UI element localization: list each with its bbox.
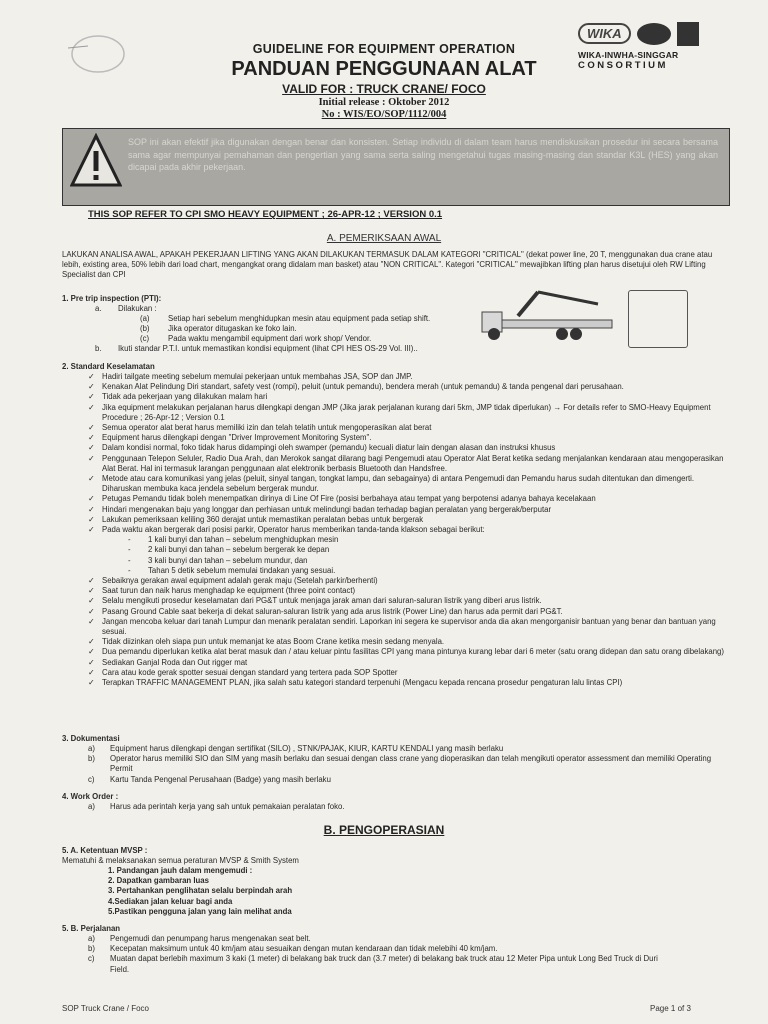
checkmark-icon: ✓: [88, 453, 95, 463]
checklist-item: [88, 382, 728, 392]
checkmark-icon: ✓: [88, 494, 95, 504]
sop-reference: THIS SOP REFER TO CPI SMO HEAVY EQUIPMENT ; 26-APR-12 ; VERSION 0.1: [88, 209, 443, 220]
list-item: (b) Jika operator ditugaskan ke foko lain.: [140, 324, 297, 334]
checklist-item: [88, 433, 728, 443]
checkmark-icon: ✓: [88, 667, 95, 677]
list-item-text: Pada waktu akan bergerak dari posisi parkir, Operator harus memberikan tanda-tanda klakson sebagai berikut:: [102, 525, 485, 535]
list-item-text: Petugas Pemandu tidak boleh menempatkan dirinya di Line Of Fire (posisi berbahaya atau tempat yang berpotensi adanya bahaya kecelakaan: [102, 494, 596, 504]
list-item-text: Tidak diizinkan oleh siapa pun untuk memanjat ke atas Boom Crane ketika mesin sedang menyala.: [102, 637, 445, 647]
section-b-title: B. PENGOPERASIAN: [323, 823, 445, 837]
jalan-title: 5. B. Perjalanan: [62, 924, 121, 933]
dash-icon: -: [128, 555, 131, 565]
checkmark-icon: ✓: [88, 586, 95, 596]
list-item: c) Muatan dapat berlebih maximum 3 kaki (1 meter) di belakang bak truck dan (3.7 meter) di belakang bak truck atau 12 Meter Pipa untuk Long Bed Truck di Duri Field.: [88, 954, 658, 974]
checkmark-icon: ✓: [88, 647, 95, 657]
list-item-text: 3 kali bunyi dan tahan – sebelum mundur, dan: [148, 555, 308, 565]
horn-signal-item: [88, 535, 728, 545]
checkmark-icon: ✓: [88, 423, 95, 433]
list-item: (a) Setiap hari sebelum menghidupkan mesin atau equipment pada setiap shift.: [140, 314, 431, 323]
list-item-text: Dalam kondisi normal, foko tidak harus didampingi oleh swamper (pemandu) kecuali diatur lain dengan alasan dan instruksi khusus: [102, 443, 556, 453]
checklist-item: [88, 596, 728, 606]
mvsp-list: [108, 866, 292, 917]
list-item-text: Tahan 5 detik sebelum memulai tindakan yang sesuai.: [148, 565, 336, 575]
checkmark-icon: ✓: [88, 596, 95, 606]
doc-valid-for: VALID FOR : TRUCK CRANE/ FOCO: [282, 82, 486, 96]
pti-a-text: Dilakukan :: [118, 304, 157, 313]
capacity-sticker-image: [628, 290, 688, 348]
doc-number: No : WIS/EO/SOP/1112/004: [321, 109, 447, 120]
list-item: 3. Pertahankan penglihatan selalu berpindah arah: [108, 886, 293, 896]
doc-initial-release: Initial release : Oktober 2012: [318, 97, 450, 108]
checklist-item: [88, 617, 728, 637]
std-list: [88, 372, 728, 688]
truck-crane-image: [478, 286, 618, 346]
mvsp-title: 5. A. Ketentuan MVSP :: [62, 846, 148, 855]
checkmark-icon: ✓: [88, 678, 95, 688]
horn-signal-item: [88, 566, 728, 576]
list-item-text: Jangan mencoba keluar dari tanah Lumpur dan menarik peralatan sendiri. Laporkan ini segera ke supervisor anda dia akan mengorganisir bantuan yang benar dan bantuan yang sesuai.: [102, 616, 716, 637]
list-item-text: Lakukan pemeriksaan keliling 360 derajat untuk memastikan peralatan bebas untuk bergerak: [102, 514, 424, 524]
list-item-text: Penggunaan Telepon Seluler, Radio Dua Arah, dan Merokok sangat dilarang bagi Pengemudi atau Operator Alat Berat ketika sedang menjalankan kendaraan atau mengoperasikan Alat Berat. Hal ini termasuk larangan penggunaan alat elektronik berbasis Bluetooth dan Handsfree.: [102, 453, 724, 473]
pti-a-label: a.: [95, 304, 102, 313]
checkmark-icon: ✓: [88, 514, 95, 524]
checklist-item: [88, 505, 728, 515]
checklist-item: [88, 403, 728, 423]
dash-icon: -: [128, 565, 131, 575]
list-item: a) Pengemudi dan penumpang harus mengenakan seat belt.: [88, 934, 311, 943]
pti-title: 1. Pre trip inspection (PTI):: [62, 294, 162, 303]
list-item-text: Metode atau cara komunikasi yang jelas (peluit, sinyal tangan, tongkat lampu, dan sebagainya) di antara Pengemudi dan Pemandu harus sudah ditentukan dan dimengerti. Diharuskan membuka kaca jendela sebelum bergerak mundur.: [102, 474, 695, 494]
list-item-text: Semua operator alat berat harus memiliki izin dan telah telatih untuk mengoperasikan alat berat: [102, 423, 432, 433]
list-item-text: Dua pemandu diperlukan ketika alat berat masuk dan / atau keluar pintu fasilitas CPI yang mana pintunya kurang lebar dari 6 meter (satu orang didepan dan satu orang dibelakang): [102, 647, 724, 657]
checklist-item: [88, 586, 728, 596]
checklist-item: [88, 647, 728, 657]
pti-b-label: b.: [95, 344, 102, 353]
list-item-text: 2 kali bunyi dan tahan – sebelum bergerak ke depan: [148, 545, 330, 555]
list-item-text: Sebaiknya gerakan awal equipment adalah gerak maju (Setelah parkir/berhenti): [102, 576, 378, 586]
checklist-item: [88, 576, 728, 586]
list-item-text: Jika equipment melakukan perjalanan harus dilengkapi dengan JMP (Jika jarak perjalanan kurang dari 5km, JMP tidak diperlukan) → For details refer to SMO-Heavy Equipment Procedure ; 26-Apr-12 ; Version 0.1: [102, 402, 711, 422]
warning-text: SOP ini akan efektif jika digunakan dengan benar dan konsisten. Setiap individu di dalam team harus mendiskusikan prosedur ini secara bersama sama agar mempunyai pemahaman dan pengertian yang sama serta saling mengetahui tugas masing-masing dan standar K3L (HES) yang akan dicapai pada akhir pekerjaan.: [128, 137, 718, 172]
checklist-item: [88, 443, 728, 453]
checklist-item: [88, 372, 728, 382]
checkmark-icon: ✓: [88, 576, 95, 586]
consortium-label: CONSORTIUM: [578, 60, 668, 71]
checklist-item: [88, 423, 728, 433]
list-item: a) Equipment harus dilengkapi dengan sertifikat (SILO) , STNK/PAJAK, KIUR, KARTU KENDALI yang masih berlaku: [88, 744, 504, 753]
std-title: 2. Standard Keselamatan: [62, 362, 155, 371]
checkmark-icon: ✓: [88, 657, 95, 667]
list-item-text: Equipment harus dilengkapi dengan "Driver Improvement Monitoring System".: [102, 433, 372, 443]
checklist-item: [88, 515, 728, 525]
list-item-text: Hindari mengenakan baju yang longgar dan perhiasan untuk melindungi badan terhadap bagian peralatan yang bergerak/berputar: [102, 504, 552, 514]
intro-paragraph: LAKUKAN ANALISA AWAL, APAKAH PEKERJAAN LIFTING YANG AKAN DILAKUKAN TERMASUK DALAM KATEGORI "CRITICAL" (dekat power line, 20 T, menggunakan dua crane atau lebih, existing area, 50% lebih dari load chart, mengangkat orang didalam man basket) atau "NON CRITICAL". Kategori "CRITICAL" mewajibkan lifting plan harus disetujui oleh RW Lifting Specialist dan CPI: [62, 250, 713, 280]
checklist-item: [88, 454, 728, 474]
checkmark-icon: ✓: [88, 525, 95, 535]
dash-icon: -: [128, 535, 131, 545]
horn-signal-item: [88, 545, 728, 555]
pti-a-list: [140, 314, 480, 345]
section-a-title: A. PEMERIKSAAN AWAL: [326, 233, 442, 244]
checkmark-icon: ✓: [88, 382, 95, 392]
list-item: b) Operator harus memiliki SIO dan SIM yang masih berlaku dan sesuai dengan class crane yang dioperasikan dan telah mengikuti operator assessment dan memiliki Operating Permit: [88, 754, 712, 774]
checklist-item: [88, 525, 728, 535]
checkmark-icon: ✓: [88, 474, 95, 484]
list-item-text: Terapkan TRAFFIC MANAGEMENT PLAN, jika salah satu kategori standard terpenuhi (Mengacu kepada rencana prosedur pengaturan lalu lintas CPI): [102, 678, 623, 688]
list-item-text: Kenakan Alat Pelindung Diri standart, safety vest (rompi), peluit (untuk pemandu), bendera merah (untuk pemandu) & tanda pengenal dari perusahaan.: [102, 382, 624, 392]
consortium-name: WIKA-INWHA-SINGGAR: [578, 50, 679, 60]
wika-logo: WIKA: [578, 23, 631, 44]
list-item-text: 1 kali bunyi dan tahan – sebelum menghidupkan mesin: [148, 535, 339, 545]
list-item: 2. Dapatkan gambaran luas: [108, 876, 209, 886]
doc-header-guideline: GUIDELINE FOR EQUIPMENT OPERATION: [252, 42, 516, 56]
list-item: 4.Sediakan jalan keluar bagi anda: [108, 896, 233, 906]
list-item-text: Sediakan Ganjal Roda dan Out rigger mat: [102, 657, 248, 667]
checkmark-icon: ✓: [88, 606, 95, 616]
checklist-item: [88, 392, 728, 402]
list-item-text: Tidak ada pekerjaan yang dilakukan malam hari: [102, 392, 268, 402]
checkmark-icon: ✓: [88, 637, 95, 647]
checkmark-icon: ✓: [88, 392, 95, 402]
doc-title: PANDUAN PENGGUNAAN ALAT: [231, 58, 537, 80]
checkmark-icon: ✓: [88, 443, 95, 453]
singgar-logo: [677, 22, 699, 46]
checkmark-icon: ✓: [88, 504, 95, 514]
list-item: b) Kecepatan maksimum untuk 40 km/jam atau sesuaikan dengan mutan kendaraan dan tidak melebihi 40 km/jam.: [88, 944, 498, 954]
checkmark-icon: ✓: [88, 616, 95, 626]
consortium-logo: [578, 22, 738, 71]
list-item: 1. Pandangan jauh dalam mengemudi :: [108, 866, 253, 875]
checklist-item: [88, 678, 728, 688]
dok-title: 3. Dokumentasi: [62, 734, 120, 743]
footer-left: SOP Truck Crane / Foco: [62, 1004, 149, 1013]
warning-icon: [70, 133, 122, 189]
list-item-text: Hadiri tailgate meeting sebelum memulai pekerjaan untuk membahas JSA, SOP dan JMP.: [102, 372, 413, 381]
checklist-item: [88, 668, 728, 678]
inwha-logo: [637, 23, 671, 45]
list-item-text: Selalu mengikuti prosedur keselamatan dari PG&T untuk menjaga jarak aman dari saluran-saluran listrik yang diberi arus listrik.: [102, 596, 542, 606]
list-item-text: Cara atau kode gerak spotter sesuai dengan standard yang tertera pada SOP Spotter: [102, 667, 398, 677]
list-item-text: Saat turun dan naik harus menghadap ke equipment (three point contact): [102, 586, 356, 596]
list-item: 5.Pastikan pengguna jalan yang lain melihat anda: [108, 906, 292, 916]
list-item-text: Pasang Ground Cable saat bekerja di dekat saluran-saluran listrik yang ada arus listrik (Power Line) dan harus ada permit dari PG&T.: [102, 606, 563, 616]
checklist-item: [88, 494, 728, 504]
checklist-item: [88, 474, 728, 494]
checklist-item: [88, 658, 728, 668]
horn-signal-item: [88, 556, 728, 566]
checklist-item: [88, 637, 728, 647]
mvsp-desc: Mematuhi & melaksanakan semua peraturan MVSP & Smith System: [62, 856, 299, 865]
checkmark-icon: ✓: [88, 402, 95, 412]
checkmark-icon: ✓: [88, 433, 95, 443]
jalan-list: [88, 934, 668, 975]
footer-page-number: Page 1 of 3: [650, 1004, 691, 1013]
pti-b-text: Ikuti standar P.T.I. untuk memastikan kondisi equipment (lihat CPI HES OS-29 Vol. III)..: [118, 344, 418, 353]
wo-title: 4. Work Order :: [62, 792, 119, 801]
list-item: (c) Pada waktu mengambil equipment dari work shop/ Vendor.: [140, 334, 372, 344]
checklist-item: [88, 607, 728, 617]
wo-item: a) Harus ada perintah kerja yang sah untuk pemakaian peralatan foko.: [88, 802, 345, 811]
dash-icon: -: [128, 545, 131, 555]
dok-list: [88, 744, 728, 785]
checkmark-icon: ✓: [88, 372, 95, 381]
list-item: c) Kartu Tanda Pengenal Perusahaan (Badge) yang masih berlaku: [88, 774, 331, 784]
